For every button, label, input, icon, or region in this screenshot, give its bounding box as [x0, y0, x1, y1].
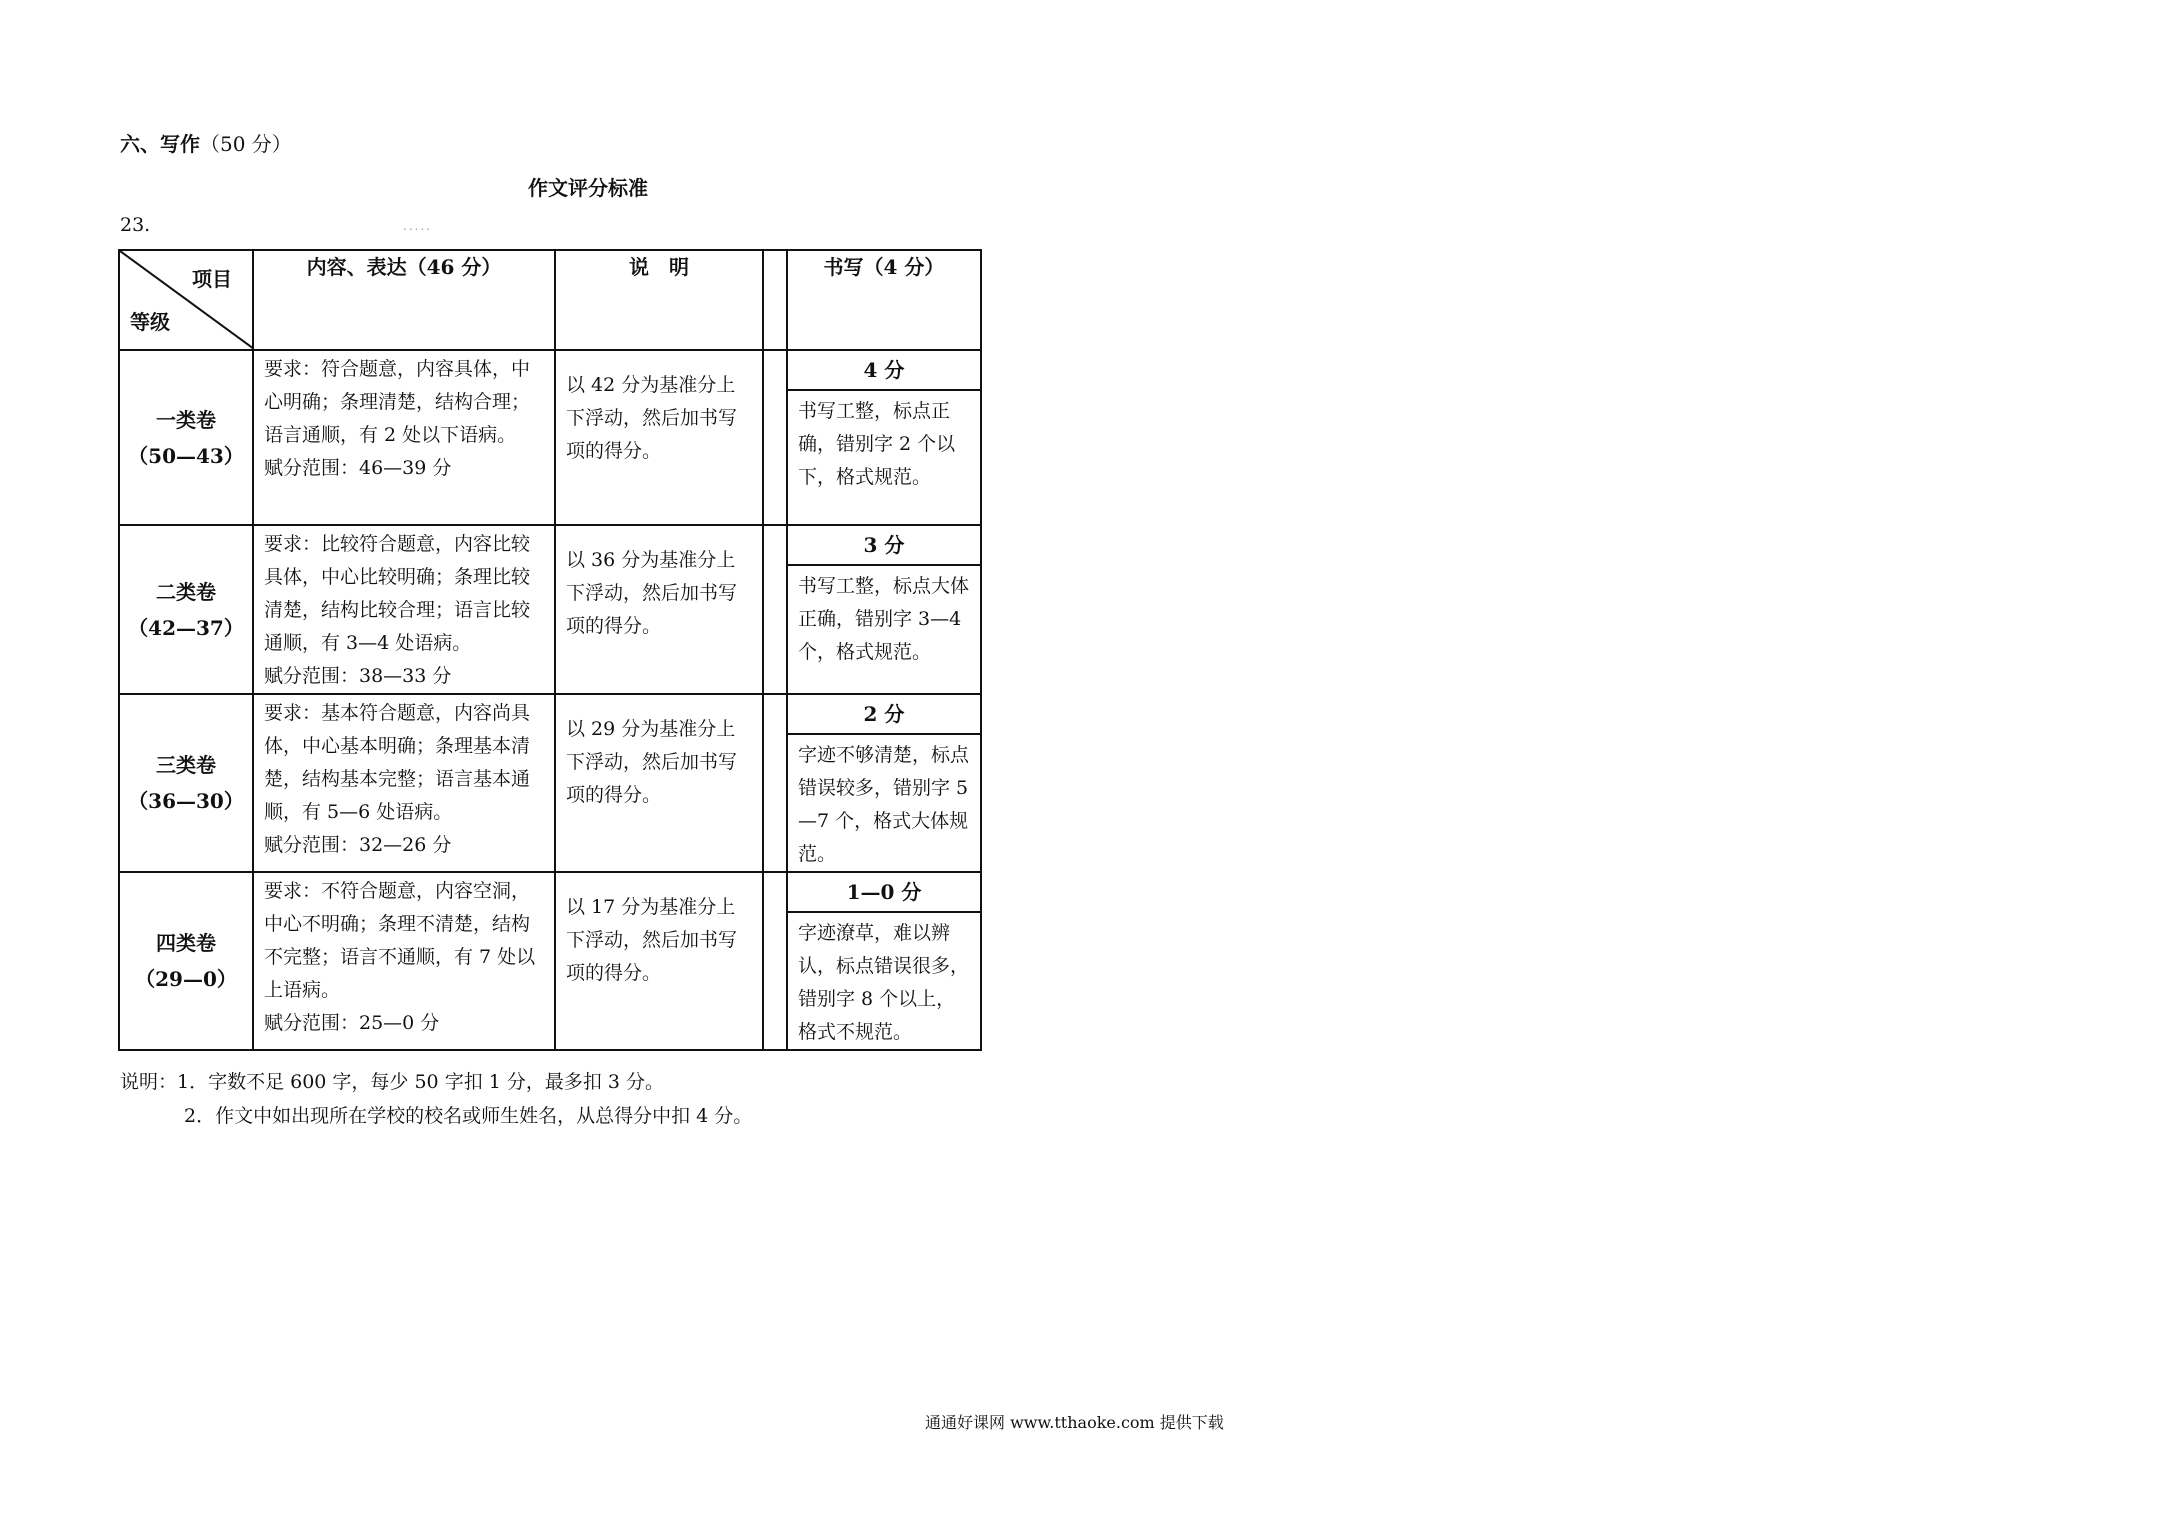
column-gap	[763, 694, 787, 872]
grade-range: （50—43）	[128, 443, 244, 468]
writing-description: 书写工整，标点正确，错别字 2 个以下，格式规范。	[798, 400, 956, 488]
content-cell	[253, 525, 555, 694]
score-range: 赋分范围：46—39 分	[264, 457, 452, 479]
header-item-label: 项目	[192, 267, 232, 291]
column-gap	[763, 872, 787, 1050]
grade-name: 三类卷	[156, 753, 216, 777]
header-grade-label: 等级	[130, 310, 170, 334]
section-title: 六、写作	[120, 132, 200, 156]
section-heading	[120, 128, 292, 157]
writing-description: 书写工整，标点大体正确，错别字 3—4 个，格式规范。	[798, 575, 970, 663]
content-cell	[253, 350, 555, 525]
question-dots: .....	[403, 219, 433, 233]
footnote-1: 说明：1．字数不足 600 字，每少 50 字扣 1 分，最多扣 3 分。	[120, 1071, 665, 1093]
document-title: 作文评分标准	[528, 176, 648, 200]
note-cell: 以 42 分为基准分上下浮动，然后加书写项的得分。	[555, 350, 763, 525]
note-cell: 以 36 分为基准分上下浮动，然后加书写项的得分。	[555, 525, 763, 694]
writing-cell	[787, 350, 981, 525]
grade-range: （42—37）	[128, 615, 244, 640]
grade-cell	[119, 872, 253, 1050]
table-row	[119, 694, 981, 872]
column-gap	[763, 250, 787, 350]
table-header-row	[119, 250, 981, 350]
content-cell	[253, 872, 555, 1050]
grade-cell	[119, 694, 253, 872]
table-row	[119, 525, 981, 694]
writing-cell	[787, 694, 981, 872]
footnotes	[120, 1065, 752, 1133]
writing-header: 书写（4 分）	[787, 250, 981, 350]
diagonal-header-cell	[119, 250, 253, 350]
grade-range: （29—0）	[135, 967, 237, 991]
content-requirement: 要求：不符合题意，内容空洞，中心不明确；条理不清楚，结构不完整；语言不通顺，有 7 处以上语病。	[264, 880, 536, 1001]
rubric-table	[118, 249, 982, 1051]
question-number: 23.	[120, 214, 151, 236]
writing-cell	[787, 872, 981, 1050]
score-range: 赋分范围：32—26 分	[264, 834, 452, 856]
grade-name: 一类卷	[156, 407, 216, 432]
writing-description: 字迹潦草，难以辨认，标点错误很多，错别字 8 个以上，格式不规范。	[798, 922, 970, 1043]
note-cell: 以 29 分为基准分上下浮动，然后加书写项的得分。	[555, 694, 763, 872]
column-gap	[763, 525, 787, 694]
grade-name: 四类卷	[156, 931, 216, 955]
grade-cell	[119, 350, 253, 525]
writing-score: 3 分	[788, 526, 980, 566]
writing-score: 4 分	[788, 351, 980, 391]
table-row	[119, 350, 981, 525]
content-requirement: 要求：符合题意，内容具体，中心明确；条理清楚，结构合理；语言通顺，有 2 处以下语病。	[264, 358, 531, 446]
score-range: 赋分范围：38—33 分	[264, 665, 452, 687]
writing-description: 字迹不够清楚，标点错误较多，错别字 5—7 个，格式大体规范。	[798, 744, 970, 865]
content-requirement: 要求：基本符合题意，内容尚具体，中心基本明确；条理基本清楚，结构基本完整；语言基本通顺，有 5—6 处语病。	[264, 702, 531, 823]
section-points: （50 分）	[200, 132, 292, 156]
table-row	[119, 872, 981, 1050]
score-range: 赋分范围：25—0 分	[264, 1012, 440, 1034]
grade-cell	[119, 525, 253, 694]
grade-name: 二类卷	[156, 579, 216, 604]
grade-range: （36—30）	[128, 789, 244, 813]
column-gap	[763, 350, 787, 525]
writing-score: 2 分	[788, 695, 980, 735]
page-footer: 通通好课网 www.tthaoke.com 提供下载	[925, 1413, 1224, 1432]
content-cell	[253, 694, 555, 872]
footnote-2: 2．作文中如出现所在学校的校名或师生姓名，从总得分中扣 4 分。	[184, 1105, 753, 1127]
content-requirement: 要求：比较符合题意，内容比较具体，中心比较明确；条理比较清楚，结构比较合理；语言比较通顺，有 3—4 处语病。	[264, 533, 531, 654]
note-header: 说 明	[555, 250, 763, 350]
note-cell: 以 17 分为基准分上下浮动，然后加书写项的得分。	[555, 872, 763, 1050]
content-header: 内容、表达（46 分）	[253, 250, 555, 350]
writing-cell	[787, 525, 981, 694]
writing-score: 1—0 分	[788, 873, 980, 913]
